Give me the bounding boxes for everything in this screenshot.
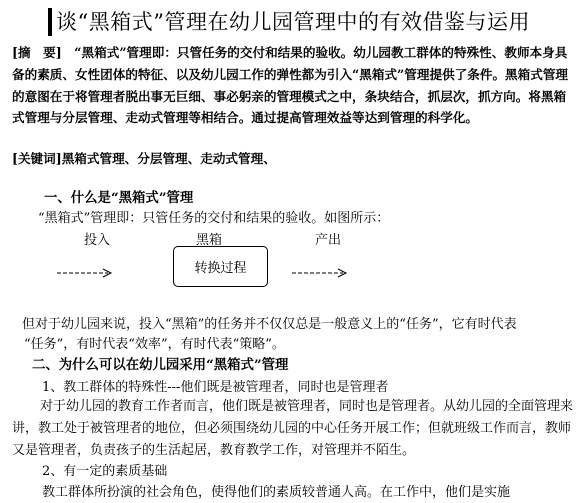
section2-item1: 1、教工群体的特殊性---他们既是被管理者，同时也是管理者	[42, 380, 389, 395]
section2-item2-para: 教工群体所扮演的社会角色，使得他们的素质较普通人高。在工作中，他们是实施	[42, 485, 511, 500]
section2-heading: 二、为什么可以在幼儿园采用“黑箱式”管理	[32, 357, 289, 373]
page-title: 谈“黑箱式”管理在幼儿园管理中的有效借鉴与运用	[56, 10, 530, 34]
diagram-box-label: 黑箱	[196, 233, 223, 248]
abstract-text: [摘 要] “黑箱式”管理即：只管任务的交付和结果的验收。幼儿园教工群体的特殊性、教师本身具备的素质、女性团体的特征、以及幼儿园工作的弹性都为引入“黑箱式”管理提供了条件。黑箱式管理的意图在于将管理者脱出事无巨细、事必躬亲的管理模式之中，条块结合，抓层次，抓方向。将黑箱式管理与分层管理、走动式管理等相结合。通过提高管理效益等达到管理的科学化。	[12, 45, 569, 126]
keywords: [关键词]黑箱式管理、分层管理、走动式管理、	[12, 151, 276, 166]
section1-para-line1: 但对于幼儿园来说，投入“黑箱”的任务并不仅仅总是一般意义上的“任务”，它有时代表	[22, 317, 517, 332]
diagram-output-label: 产出	[315, 233, 342, 248]
abstract	[12, 42, 578, 129]
output-arrow-icon	[291, 266, 351, 280]
section1-definition: “黑箱式”管理即：只管任务的交付和结果的验收。如图所示：	[38, 211, 390, 226]
title-accent-bar	[48, 8, 52, 36]
input-arrow-icon	[56, 266, 116, 280]
section1-para-line2: “任务”，有时代表“效率”，有时代表“策略”。	[24, 337, 285, 352]
diagram-process-label: 转换过程	[194, 261, 247, 276]
section2-item1-para-text: 对于幼儿园的教育工作者而言，他们既是被管理者，同时也是管理者。从幼儿园的全面管理来讲，教工处于被管理者的地位，但必须围绕幼儿园的中心任务开展工作；但就班级工作而言，教师又是管理者，负责孩子的生活起居，教育教学工作，对管理并不陌生。	[12, 399, 574, 458]
section2-item2: 2、有一定的素质基础	[42, 464, 168, 479]
diagram-input-label: 投入	[84, 233, 111, 248]
black-box-diagram	[173, 246, 268, 287]
section1-heading: 一、什么是“黑箱式”管理	[44, 190, 194, 206]
section2-item1-para	[12, 396, 578, 461]
